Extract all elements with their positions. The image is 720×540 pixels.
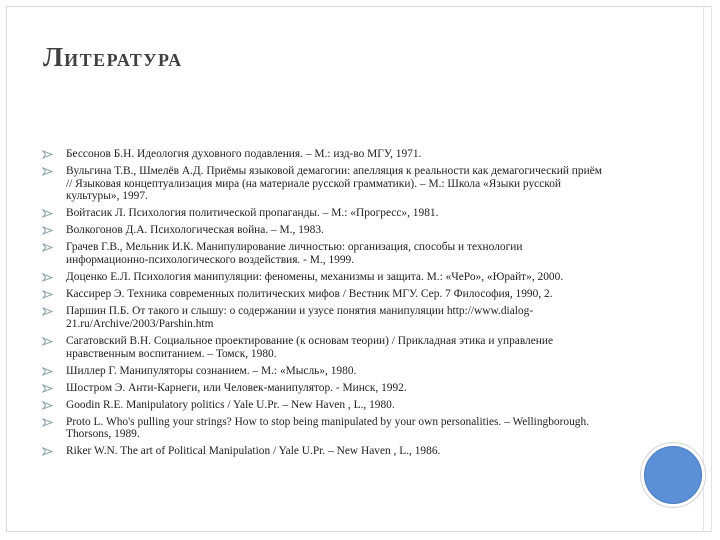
reference-item [42,224,607,237]
reference-text: Бессонов Б.Н. Идеология духовного подавления. – М.: изд-во МГУ, 1971. [66,148,422,160]
reference-text: Proto L. Who's pulling your strings? How to stop being manipulated by your own personalities. – Wellingborough. Thorsons, 1989. [66,415,590,441]
reference-item [42,148,607,161]
reference-item [42,416,607,441]
bullet-icon [42,401,54,410]
reference-item [42,445,607,458]
reference-item [42,399,607,412]
bullet-icon [42,384,54,393]
bullet-icon [42,167,54,176]
bullet-icon [42,307,54,316]
decorative-circle-ring [640,442,706,508]
decorative-blue-circle [644,446,702,504]
bullet-icon [42,337,54,346]
reference-text: Паршин П.Б. От такого и слышу: о содержании и узусе понятия манипуляции http://www.dialog-21.ru/Archive/2003/Parshin.htm [66,305,534,330]
bullet-icon [42,273,54,282]
bullet-icon [42,243,54,252]
reference-text: Riker W.N. The art of Political Manipulation / Yale U.Pr. – New Haven , L., 1986. [66,445,441,458]
bullet-icon [42,418,54,427]
reference-text: Вульгина Т.В., Шмелёв А.Д. Приёмы языковой демагогии: апелляция к реальности как демагогический приём // Языковая концептуализация мира (на материале русской грамматики). – М.: Школа «Языки русской культуры», 1997. [66,165,602,203]
slide-title [43,42,183,73]
bullet-icon [42,447,54,456]
reference-text: Goodin R.E. Manipulatory politics / Yale U.Pr. – New Haven , L., 1980. [66,398,395,411]
reference-item [42,207,607,220]
bullet-icon [42,367,54,376]
bullet-icon [42,290,54,299]
reference-text: Шостром Э. Анти-Карнеги, или Человек-манипулятор. - Минск, 1992. [66,381,407,394]
reference-item [42,382,607,395]
slide-side-stripe [703,6,712,532]
title-rest: ИТЕРАТУРА [64,50,183,70]
reference-text: Грачев Г.В., Мельник И.К. Манипулирование личностью: организация, способы и технологии информационно-психологического воздействия. - М., 1999. [66,241,523,267]
reference-item [42,335,607,360]
reference-item [42,305,607,330]
bullet-icon [42,226,54,235]
title-first-letter: Л [43,42,65,72]
reference-item [42,271,607,284]
reference-item [42,165,607,203]
reference-list [42,148,607,462]
reference-item [42,365,607,378]
reference-item [42,288,607,301]
reference-text: Войтасик Л. Психология политической пропаганды. – М.: «Прогресс», 1981. [66,207,439,220]
bullet-icon [42,150,54,159]
reference-item [42,241,607,266]
reference-text: Волкогонов Д.А. Психологическая война. – М., 1983. [66,224,324,237]
bullet-icon [42,209,54,218]
reference-text: Шиллер Г. Манипуляторы сознанием. – М.: «Мысль», 1980. [66,364,357,377]
reference-text: Сагатовский В.Н. Социальное проектирование (к основам теории) / Прикладная этика и управление нравственным воспитанием. – Томск, 1980. [66,334,554,360]
reference-text: Доценко Е.Л. Психология манипуляции: феномены, механизмы и защита. М.: «ЧеРо», «Юрайт», 2000. [66,271,564,284]
reference-text: Кассирер Э. Техника современных политических мифов / Вестник МГУ. Сер. 7 Философия, 1990, 2. [66,288,553,301]
